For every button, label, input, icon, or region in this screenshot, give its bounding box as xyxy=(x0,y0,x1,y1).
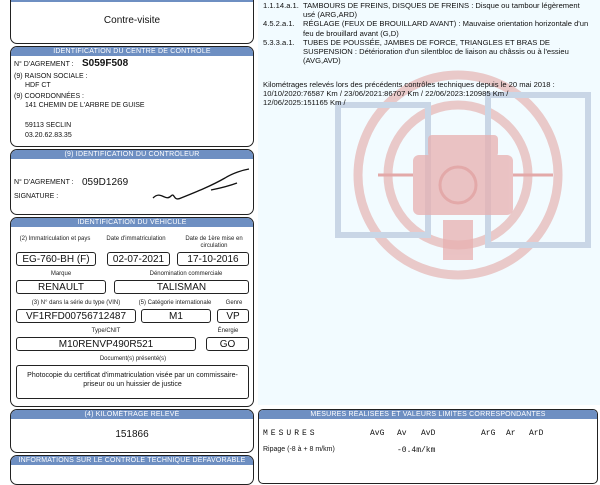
address-line2: 59113 SECLIN xyxy=(25,122,72,129)
raison-value: HDF CT xyxy=(25,82,51,89)
controleur-agrement-value: 059D1269 xyxy=(82,177,129,188)
info-header: INFORMATIONS SUR LE CONTRÔLE TECHNIQUE DÉFAVORABLE xyxy=(11,456,253,465)
immat-value: EG-760-BH (F) xyxy=(16,252,96,266)
centre-header: IDENTIFICATION DU CENTRE DE CONTRÔLE xyxy=(11,47,253,56)
vehicule-panel xyxy=(10,217,254,407)
km-history: Kilométrages relevés lors des précédents contrôles techniques depuis le 20 mai 2018 : 10/10/2020:76587 Km / 23/06/2021:86707 Km / 22/06/2023:120985 Km / 12/06/2025:151165 Km / xyxy=(263,80,555,108)
info-panel xyxy=(10,455,254,485)
mesures-panel xyxy=(258,409,598,484)
defect-text: TAMBOURS DE FREINS, DISQUES DE FREINS : Disque ou tambour légèrement usé (ARG,ARD) xyxy=(303,1,580,20)
defect-text: TUBES DE POUSSÉE, JAMBES DE FORCE, TRIANGLES ET BRAS DE SUSPENSION : Détérioration d'un silentbloc de liaison au châssis ou à l'essieu (AVG,AVD) xyxy=(303,37,569,66)
defects-area xyxy=(258,0,600,405)
vin-label: (3) N° dans la série du type (VIN) xyxy=(31,300,121,306)
defect-item xyxy=(263,1,597,19)
type-label: Type/CNIT xyxy=(91,328,121,334)
immat-label: (2) Immatriculation et pays xyxy=(19,236,91,242)
centre-agrement-value: S059F508 xyxy=(82,58,129,69)
genre-value: VP xyxy=(217,309,249,323)
col-av: Av xyxy=(397,429,407,438)
genre-label: Genre xyxy=(225,300,243,306)
col-ard: ArD xyxy=(529,429,544,438)
type-value: M10RENVP490R521 xyxy=(16,337,196,351)
ripage-label: Ripage (-8 à + 8 m/km) xyxy=(263,446,335,453)
col-ar: Ar xyxy=(506,429,516,438)
defect-item xyxy=(263,38,597,66)
defect-list xyxy=(263,1,597,65)
defect-text: RÉGLAGE (FEUX DE BROUILLARD AVANT) : Mauvaise orientation horizontale d'un feu de brouillard avant (G,D) xyxy=(303,19,589,38)
cat-label: (5) Catégorie internationale xyxy=(138,300,212,306)
watermark-logo-icon xyxy=(318,35,600,285)
col-avg: AvG xyxy=(370,429,385,438)
date-immat-label: Date d'immatriculation xyxy=(106,236,166,242)
defect-code: 4.5.2.a.1. xyxy=(263,19,295,29)
energie-value: GO xyxy=(206,337,249,351)
coord-label: (9) COORDONNÉES : xyxy=(14,93,85,100)
docs-value: Photocopie du certificat d'immatriculation visée par un commissaire-priseur ou un huissier de justice xyxy=(16,365,249,399)
docs-label: Document(s) présenté(s) xyxy=(99,356,167,362)
defect-code: 5.3.3.a.1. xyxy=(263,37,295,47)
vin-value: VF1RFD00756712487 xyxy=(16,309,136,323)
vehicule-header: IDENTIFICATION DU VÉHICULE xyxy=(11,218,253,227)
mesures-header: MESURES RÉALISÉES ET VALEURS LIMITES CORRESPONDANTES xyxy=(259,410,597,419)
date-immat-value: 02-07-2021 xyxy=(107,252,170,266)
controleur-header: (9) IDENTIFICATION DU CONTRÔLEUR xyxy=(11,150,253,159)
km-value: 151866 xyxy=(115,429,149,440)
ripage-value: -0.4m/km xyxy=(397,446,436,455)
next-visit-panel xyxy=(10,0,254,44)
energie-label: Énergie xyxy=(217,328,239,334)
marque-value: RENAULT xyxy=(16,280,106,294)
defect-item xyxy=(263,19,597,37)
centre-panel xyxy=(10,46,254,147)
next-visit-value: Contre-visite xyxy=(103,15,161,26)
phone: 03.20.62.83.35 xyxy=(25,132,72,139)
date-first-value: 17-10-2016 xyxy=(177,252,249,266)
km-panel xyxy=(10,409,254,453)
cat-value: M1 xyxy=(141,309,211,323)
denom-label: Dénomination commerciale xyxy=(149,271,223,277)
defect-code: 1.1.14.a.1. xyxy=(263,1,299,10)
next-visit-header xyxy=(11,0,253,2)
signature-label: SIGNATURE : xyxy=(14,193,59,200)
km-header: (4) KILOMÉTRAGE RELEVÉ xyxy=(11,410,253,419)
centre-agrement-label: N° D'AGREMENT : xyxy=(14,61,74,68)
denom-value: TALISMAN xyxy=(114,280,249,294)
signature-icon xyxy=(151,168,251,206)
mesures-title: MESURES xyxy=(263,429,318,438)
col-arg: ArG xyxy=(481,429,496,438)
marque-label: Marque xyxy=(50,271,72,277)
date-first-label: Date de 1ère mise en circulation xyxy=(185,236,243,249)
controleur-panel xyxy=(10,149,254,215)
address-line1: 141 CHEMIN DE L'ARBRE DE GUISE xyxy=(25,102,145,109)
col-avd: AvD xyxy=(421,429,436,438)
controleur-agrement-label: N° D'AGREMENT : xyxy=(14,179,74,186)
raison-label: (9) RAISON SOCIALE : xyxy=(14,73,88,80)
